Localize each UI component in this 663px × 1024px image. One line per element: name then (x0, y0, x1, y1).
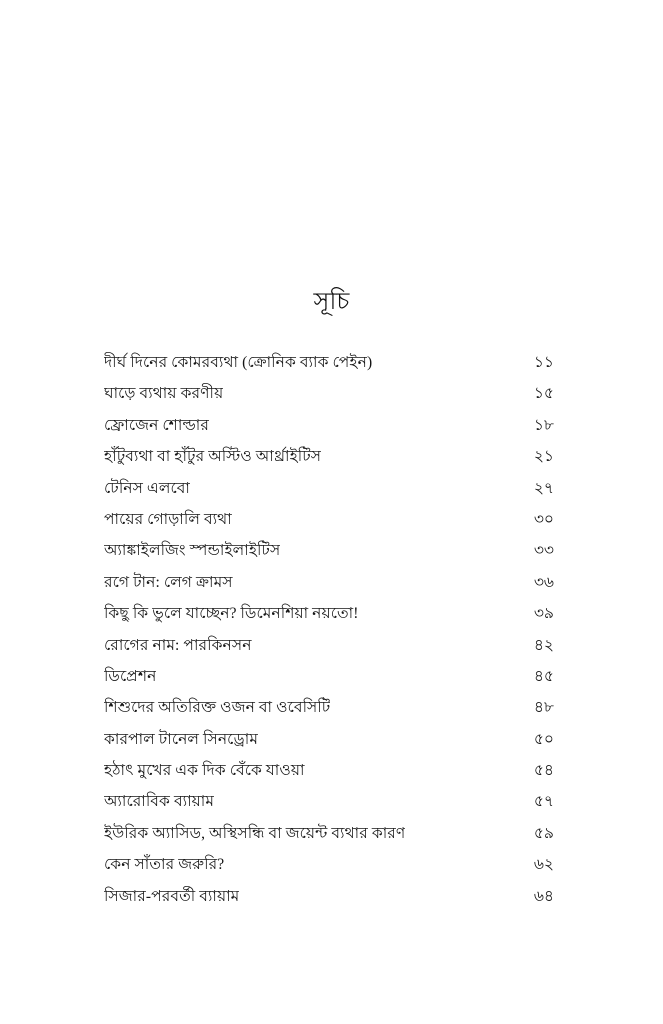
toc-entry[interactable] (104, 347, 554, 378)
toc-entry[interactable] (104, 881, 554, 912)
toc-entry-page-number: ৩০ (533, 510, 554, 528)
toc-entry-page-number: ২১ (533, 448, 554, 466)
toc-entry-label: অ্যারোবিক ব্যায়াম (104, 793, 215, 811)
toc-entry-page-number: ৬২ (533, 856, 554, 874)
toc-entry[interactable] (104, 818, 554, 849)
toc-entry[interactable] (104, 410, 554, 441)
toc-entry-page-number: ১১ (533, 354, 554, 371)
toc-entry-label: টেনিস এলবো (104, 479, 190, 497)
toc-entry-label: ইউরিক অ্যাসিড, অস্থিসন্ধি বা জয়েন্ট ব্যথার কারণ (104, 824, 406, 842)
toc-entry[interactable] (104, 724, 554, 755)
toc-entry-page-number: ১৮ (533, 416, 554, 434)
toc-entry-page-number: ৩৯ (533, 605, 554, 623)
page-title: সূচি (313, 289, 350, 315)
toc-entry-page-number: ৫৪ (533, 762, 554, 780)
toc-entry-page-number: ৫০ (533, 730, 554, 748)
toc-entry-label: রোগের নাম: পারকিনসন (104, 636, 252, 654)
toc-entry-label: কেন সাঁতার জরুরি? (104, 856, 225, 874)
toc-entry[interactable] (104, 567, 554, 598)
toc-entry-label: কিছু কি ভুলে যাচ্ছেন? ডিমেনশিয়া নয়তো! (104, 605, 359, 623)
toc-entry-label: দীর্ঘ দিনের কোমরব্যথা (ক্রোনিক ব্যাক পেইন) (104, 354, 373, 371)
toc-entry-page-number: ১৫ (533, 385, 554, 403)
toc-entry-label: ডিপ্রেশন (104, 667, 157, 685)
toc-entry-page-number: ৩৬ (533, 573, 554, 591)
toc-entry[interactable] (104, 598, 554, 629)
toc-entry-label: অ্যাঙ্কাইলজিং স্পন্ডাইলাইটিস (104, 542, 281, 560)
toc-entry[interactable] (104, 661, 554, 692)
toc-entry-label: শিশুদের অতিরিক্ত ওজন বা ওবেসিটি (104, 699, 331, 717)
toc-entry-page-number: ৪২ (533, 636, 554, 654)
toc-entry[interactable] (104, 535, 554, 566)
toc-entry[interactable] (104, 692, 554, 723)
toc-entry-page-number: ৬৪ (533, 887, 554, 905)
toc-entry[interactable] (104, 849, 554, 880)
toc-entry-page-number: ২৭ (533, 479, 554, 497)
toc-entry[interactable] (104, 504, 554, 535)
toc-entry[interactable] (104, 755, 554, 786)
toc-entry-label: ফ্রোজেন শোল্ডার (104, 416, 209, 434)
toc-entry-label: কারপাল টানেল সিনড্রোম (104, 730, 259, 748)
toc-entry-page-number: ৫৭ (533, 793, 554, 811)
toc-entry[interactable] (104, 786, 554, 817)
toc-entry[interactable] (104, 473, 554, 504)
toc-entry-page-number: ৪৮ (533, 699, 554, 717)
toc-entry-label: সিজার-পরবর্তী ব্যায়াম (104, 887, 240, 905)
table-of-contents-list (104, 347, 554, 912)
toc-entry-page-number: ৪৫ (533, 667, 554, 685)
toc-entry-label: রগে টান: লেগ ক্রামস (104, 573, 233, 591)
toc-entry[interactable] (104, 441, 554, 472)
toc-entry-label: হাঁটুব্যথা বা হাঁটুর অস্টিও আর্থ্রাইটিস (104, 448, 322, 466)
toc-entry-label: ঘাড়ে ব্যথায় করণীয় (104, 385, 224, 403)
toc-entry-label: হঠাৎ মুখের এক দিক বেঁকে যাওয়া (104, 762, 305, 780)
toc-entry-page-number: ৩৩ (533, 542, 554, 560)
toc-entry[interactable] (104, 378, 554, 409)
toc-entry[interactable] (104, 630, 554, 661)
toc-entry-label: পায়ের গোড়ালি ব্যথা (104, 510, 232, 528)
toc-entry-page-number: ৫৯ (533, 824, 554, 842)
